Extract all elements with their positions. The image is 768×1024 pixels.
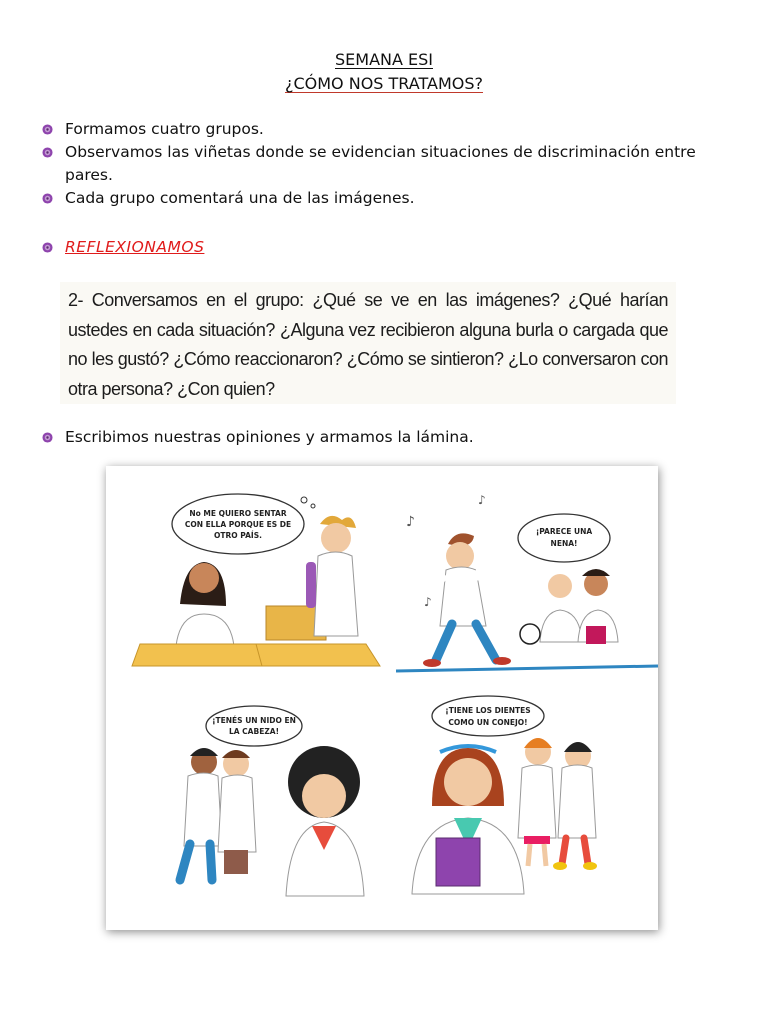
bubble-text: No ME QUIERO SENTAR bbox=[189, 509, 287, 518]
music-note-icon: ♪ bbox=[424, 595, 432, 609]
list-item bbox=[42, 118, 742, 141]
boy-coat bbox=[314, 552, 358, 636]
dancer-leg bbox=[476, 624, 496, 660]
girl-leg bbox=[544, 844, 546, 866]
dancer-arm bbox=[478, 520, 504, 576]
panel-3 bbox=[180, 706, 364, 896]
flower-bullet-icon bbox=[42, 242, 53, 253]
music-note-icon: ♪ bbox=[406, 514, 415, 530]
boy-face bbox=[321, 523, 351, 553]
bubble-text: COMO UN CONEJO! bbox=[448, 718, 528, 727]
dancer-arm bbox=[412, 544, 442, 578]
boy-hair bbox=[222, 750, 250, 758]
floor-line bbox=[396, 666, 658, 671]
question-text: 2- Conversamos en el grupo: ¿Qué se ve en las imágenes? ¿Qué harían ustedes en cada situación? ¿Alguna vez recibieron alguna burla o cargada que no les gustó? ¿Cómo reaccionaron? ¿Cómo se sintieron? ¿Lo conversaron con otra persona? ¿Con quien? bbox=[68, 290, 668, 399]
bullet-list bbox=[42, 118, 742, 210]
flower-bullet-icon bbox=[42, 432, 53, 443]
desk bbox=[256, 644, 380, 666]
flower-bullet-icon bbox=[42, 124, 53, 135]
speech-bubble bbox=[432, 696, 544, 736]
kid-hair bbox=[582, 569, 610, 576]
panel-2 bbox=[396, 493, 658, 671]
music-note-icon: ♪ bbox=[478, 493, 486, 507]
section-heading bbox=[42, 236, 204, 259]
list-item bbox=[42, 426, 474, 449]
bullet-text: Cada grupo comentará una de las imágenes. bbox=[65, 189, 415, 207]
soccer-ball-icon bbox=[520, 624, 540, 644]
bubble-text: ¡PARECE UNA bbox=[535, 527, 593, 536]
boy-pants bbox=[224, 850, 248, 874]
girl-face bbox=[444, 758, 492, 806]
girl-coat bbox=[176, 614, 234, 646]
list-item bbox=[42, 187, 742, 210]
panel-1 bbox=[132, 494, 380, 666]
girl-leg bbox=[528, 844, 530, 866]
bubble-text: CON ELLA PORQUE ES DE bbox=[184, 520, 292, 529]
boy-coat bbox=[218, 775, 256, 852]
dancer-leg bbox=[436, 624, 452, 660]
thought-dot bbox=[301, 497, 307, 503]
girl-face bbox=[302, 774, 346, 818]
section-label: REFLEXIONAMOS bbox=[65, 238, 205, 256]
girl-hair bbox=[524, 738, 552, 748]
bubble-text: NENA! bbox=[550, 539, 578, 548]
boy-leg bbox=[210, 844, 212, 880]
dancer-face bbox=[446, 542, 474, 570]
shoe bbox=[493, 657, 511, 665]
girl-hair bbox=[564, 742, 592, 752]
flower-bullet-icon bbox=[42, 193, 53, 204]
kid-pants bbox=[586, 626, 606, 644]
kid-coat bbox=[540, 610, 582, 642]
girl-skirt bbox=[524, 836, 550, 844]
bubble-text: LA CABEZA! bbox=[228, 727, 280, 736]
kid-face bbox=[548, 574, 572, 598]
girl-coat bbox=[558, 765, 596, 838]
speech-bubble bbox=[518, 514, 610, 562]
backpack bbox=[306, 562, 316, 608]
boy-leg bbox=[180, 844, 190, 880]
speech-bubble bbox=[206, 706, 302, 746]
girl-leg bbox=[562, 838, 566, 864]
desk bbox=[132, 644, 268, 666]
panel-4 bbox=[412, 696, 597, 894]
shoe bbox=[583, 862, 597, 870]
flower-bullet-icon bbox=[42, 147, 53, 158]
comic-illustration bbox=[106, 466, 658, 930]
boy-hair bbox=[190, 748, 218, 756]
thought-dot bbox=[311, 504, 315, 508]
bubble-text: ¡TIENE LOS DIENTES bbox=[445, 706, 531, 715]
shoe bbox=[423, 659, 441, 667]
bullet-text: Formamos cuatro grupos. bbox=[65, 120, 264, 138]
comic-svg bbox=[106, 466, 658, 930]
girl-coat bbox=[518, 765, 556, 838]
girl-face bbox=[189, 563, 219, 593]
page-subtitle: ¿CÓMO NOS TRATAMOS? bbox=[284, 74, 483, 93]
shoe bbox=[553, 862, 567, 870]
bullet-text: Escribimos nuestras opiniones y armamos la lámina. bbox=[65, 428, 474, 446]
boy-coat bbox=[184, 773, 222, 846]
bullet-text: Observamos las viñetas donde se evidencian situaciones de discriminación entre pares. bbox=[65, 143, 696, 184]
bubble-text: OTRO PAÍS. bbox=[214, 531, 262, 540]
girl-leg bbox=[584, 838, 588, 864]
bubble-text: ¡TENÉS UN NIDO EN bbox=[212, 716, 296, 725]
list-item bbox=[42, 141, 742, 187]
page-title: SEMANA ESI bbox=[335, 50, 433, 69]
book bbox=[436, 838, 480, 886]
